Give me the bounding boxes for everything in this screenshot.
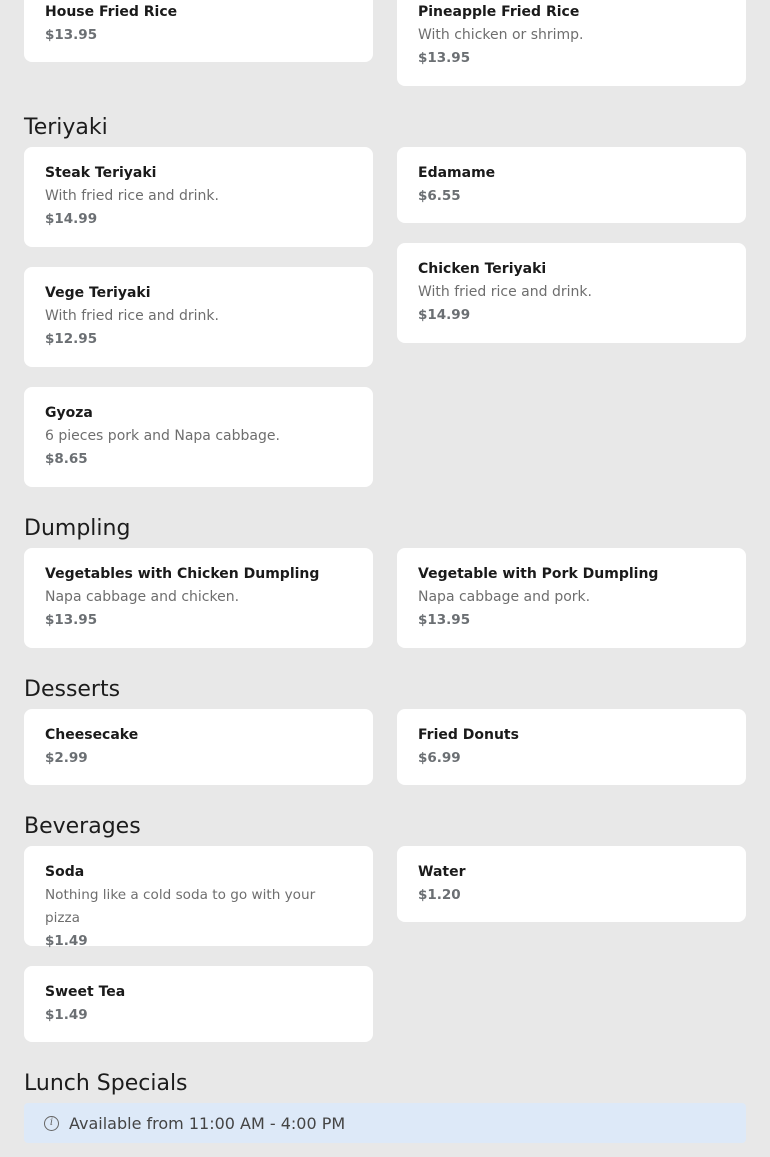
- item-price: $13.95: [45, 27, 98, 43]
- item-name: Vege Teriyaki: [45, 285, 151, 301]
- item-name: Cheesecake: [45, 727, 139, 743]
- section-title-lunch-specials: Lunch Specials: [24, 1071, 188, 1096]
- menu-item-card[interactable]: [24, 966, 373, 1042]
- item-name: House Fried Rice: [45, 4, 178, 20]
- menu-item-card[interactable]: [24, 387, 373, 487]
- item-name: Fried Donuts: [418, 727, 519, 743]
- item-description: With chicken or shrimp.: [418, 27, 584, 43]
- item-price: $1.49: [45, 933, 88, 949]
- section-title-teriyaki: Teriyaki: [24, 115, 108, 140]
- item-price: $13.95: [418, 612, 471, 628]
- menu-item-card[interactable]: [397, 709, 746, 785]
- item-description: With fried rice and drink.: [45, 188, 219, 204]
- item-price: $1.49: [45, 1007, 88, 1023]
- item-name: Chicken Teriyaki: [418, 261, 547, 277]
- item-name: Pineapple Fried Rice: [418, 4, 580, 20]
- menu-item-card[interactable]: [397, 243, 746, 343]
- item-description: With fried rice and drink.: [418, 284, 592, 300]
- section-title-desserts: Desserts: [24, 677, 121, 702]
- menu-item-card[interactable]: [24, 709, 373, 785]
- item-price: $13.95: [418, 50, 471, 66]
- item-name: Vegetables with Chicken Dumpling: [45, 566, 320, 582]
- item-price: $14.99: [418, 307, 471, 323]
- item-price: $13.95: [45, 612, 98, 628]
- info-icon: i: [44, 1116, 59, 1131]
- item-price: $12.95: [45, 331, 98, 347]
- item-price: $8.65: [45, 451, 88, 467]
- item-description: With fried rice and drink.: [45, 308, 219, 324]
- item-price: $6.55: [418, 188, 461, 204]
- item-name: Soda: [45, 864, 85, 880]
- menu-item-card[interactable]: [397, 147, 746, 223]
- menu-item-card[interactable]: [397, 846, 746, 922]
- menu-item-card[interactable]: [24, 548, 373, 648]
- section-title-dumpling: Dumpling: [24, 516, 131, 541]
- lunch-availability-notice: [24, 1103, 746, 1143]
- item-name: Water: [418, 864, 466, 880]
- item-description: Napa cabbage and pork.: [418, 589, 591, 605]
- menu-item-card[interactable]: [24, 267, 373, 367]
- item-name: Sweet Tea: [45, 984, 126, 1000]
- item-description: 6 pieces pork and Napa cabbage.: [45, 428, 280, 444]
- item-price: $1.20: [418, 887, 461, 903]
- notice-text: Available from 11:00 AM - 4:00 PM: [69, 1113, 346, 1133]
- item-price: $6.99: [418, 750, 461, 766]
- item-description: Nothing like a cold soda to go with your pizza: [45, 887, 316, 926]
- menu-item-card[interactable]: [397, 548, 746, 648]
- item-description: Napa cabbage and chicken.: [45, 589, 240, 605]
- item-name: Vegetable with Pork Dumpling: [418, 566, 659, 582]
- item-price: $2.99: [45, 750, 88, 766]
- item-price: $14.99: [45, 211, 98, 227]
- item-name: Gyoza: [45, 405, 93, 421]
- item-name: Steak Teriyaki: [45, 165, 157, 181]
- item-name: Edamame: [418, 165, 496, 181]
- section-title-beverages: Beverages: [24, 814, 141, 839]
- menu-item-card[interactable]: [24, 846, 373, 949]
- menu-item-card[interactable]: [397, 0, 746, 86]
- menu-item-card[interactable]: [24, 0, 373, 62]
- menu-item-card[interactable]: [24, 147, 373, 247]
